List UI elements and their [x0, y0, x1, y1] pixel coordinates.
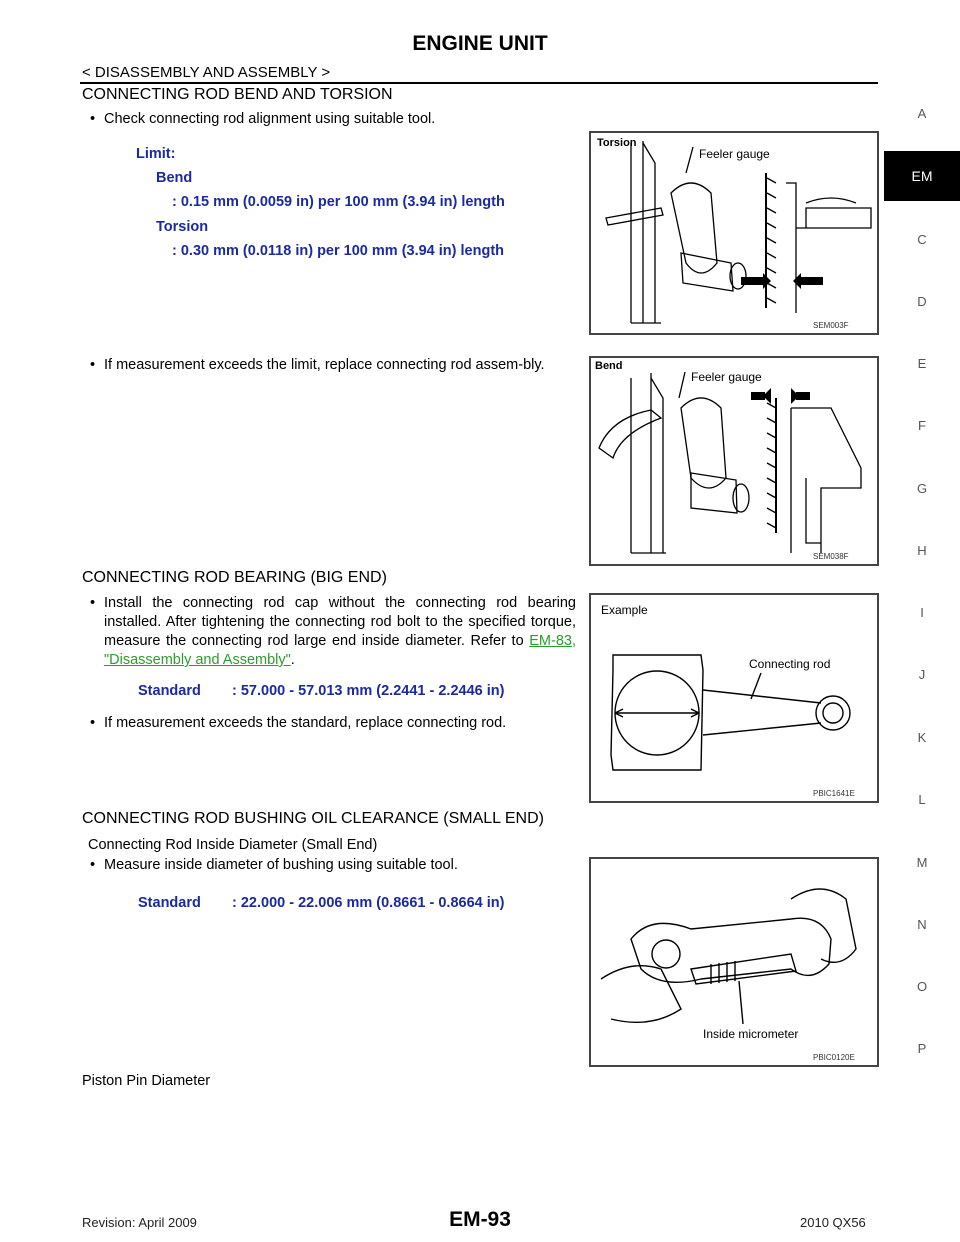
sidebar-item-d[interactable]: D — [917, 294, 927, 309]
sidebar-item-g[interactable]: G — [916, 481, 928, 496]
standard-label: Standard — [138, 895, 201, 911]
bend-illustration — [591, 358, 877, 564]
connecting-rod-illustration — [591, 595, 877, 801]
page-number: EM-93 — [449, 1208, 511, 1231]
sidebar-item-a[interactable]: A — [917, 106, 927, 121]
figure-example — [589, 593, 879, 803]
list-item: • If measurement exceeds the limit, replace connecting rod assem-bly. — [90, 356, 576, 375]
sidebar-item-k[interactable]: K — [917, 730, 927, 745]
torsion-limit-value: : 0.30 mm (0.0118 in) per 100 mm (3.94 in) length — [172, 243, 505, 259]
subheading: Connecting Rod Inside Diameter (Small End) — [88, 837, 378, 853]
header-divider — [80, 82, 878, 84]
feeler-gauge-label: Feeler gauge — [699, 147, 770, 161]
list-item: • If measurement exceeds the standard, replace connecting rod. — [90, 714, 576, 733]
section-heading-piston-pin: Piston Pin Diameter — [82, 1073, 211, 1089]
footer-model: 2010 QX56 — [800, 1215, 866, 1230]
sidebar-item-em[interactable]: EM — [884, 151, 960, 201]
bullet-text: Check connecting rod alignment using suitable tool. — [104, 111, 436, 127]
standard-label: Standard — [138, 683, 201, 699]
bullet-text: Measure inside diameter of bushing using suitable tool. — [104, 857, 458, 873]
bullet-text: If measurement exceeds the standard, replace connecting rod. — [104, 715, 507, 731]
figure-title: Torsion — [597, 137, 637, 149]
inside-micrometer-label: Inside micrometer — [703, 1027, 799, 1041]
figure-code: PBIC1641E — [813, 789, 855, 798]
figure-code: PBIC0120E — [813, 1053, 855, 1062]
figure-code: SEM003F — [813, 321, 849, 330]
section-heading-bushing: CONNECTING ROD BUSHING OIL CLEARANCE (SMALL END) — [82, 810, 544, 827]
feeler-gauge-label: Feeler gauge — [691, 370, 762, 384]
list-item: • Check connecting rod alignment using suitable tool. — [90, 110, 560, 129]
figure-code: SEM038F — [813, 552, 849, 561]
sidebar-item-f[interactable]: F — [918, 418, 926, 433]
standard-value: : 57.000 - 57.013 mm (2.2441 - 2.2446 in) — [232, 683, 505, 699]
torsion-label: Torsion — [156, 219, 209, 235]
page-title: ENGINE UNIT — [412, 32, 548, 55]
bullet-text: If measurement exceeds the limit, replace connecting rod assem-bly. — [104, 357, 545, 373]
sidebar-item-h[interactable]: H — [917, 543, 927, 558]
list-item: • Measure inside diameter of bushing using suitable tool. — [90, 856, 576, 875]
standard-value: : 22.000 - 22.006 mm (0.8661 - 0.8664 in) — [232, 895, 505, 911]
figure-torsion — [589, 131, 879, 335]
bend-limit-value: : 0.15 mm (0.0059 in) per 100 mm (3.94 in) length — [172, 194, 505, 210]
sidebar-item-o[interactable]: O — [916, 979, 928, 994]
reference-link[interactable]: EM-83, "Disassembly and Assembly" — [104, 633, 576, 668]
limit-label: Limit: — [136, 146, 176, 162]
sidebar-item-m[interactable]: M — [916, 855, 928, 870]
figure-bend — [589, 356, 879, 566]
sidebar-item-p[interactable]: P — [917, 1041, 927, 1056]
sidebar-item-i[interactable]: I — [920, 605, 924, 620]
figure-title: Example — [601, 603, 648, 617]
sidebar-item-n[interactable]: N — [917, 917, 927, 932]
sidebar-item-l[interactable]: L — [918, 792, 926, 807]
footer-revision: Revision: April 2009 — [82, 1215, 197, 1230]
sidebar-item-j[interactable]: J — [918, 667, 926, 682]
breadcrumb: < DISASSEMBLY AND ASSEMBLY > — [82, 64, 331, 81]
section-heading-bend-torsion: CONNECTING ROD BEND AND TORSION — [82, 86, 393, 103]
figure-title: Bend — [595, 360, 623, 372]
torsion-illustration — [591, 133, 877, 333]
bullet-text: Install the connecting rod cap without the connecting rod bearing installed. After tightening the connecting rod bolt to the specified torque, measure the connecting rod large end inside diameter. Refer to EM-83, "Disassembly and Assembly". — [104, 595, 576, 668]
figure-micrometer — [589, 857, 879, 1067]
section-heading-bearing: CONNECTING ROD BEARING (BIG END) — [82, 569, 387, 586]
sidebar-item-e[interactable]: E — [917, 356, 927, 371]
bend-label: Bend — [156, 170, 193, 186]
sidebar-item-c[interactable]: C — [917, 232, 927, 247]
connecting-rod-label: Connecting rod — [749, 657, 831, 671]
micrometer-illustration — [591, 859, 877, 1065]
list-item: • Install the connecting rod cap without the connecting rod bearing installed. After tightening the connecting rod bolt to the specified torque, measure the connecting rod large end inside diameter. Refer to EM-83, "Disassembly and Assembly". — [90, 595, 576, 668]
